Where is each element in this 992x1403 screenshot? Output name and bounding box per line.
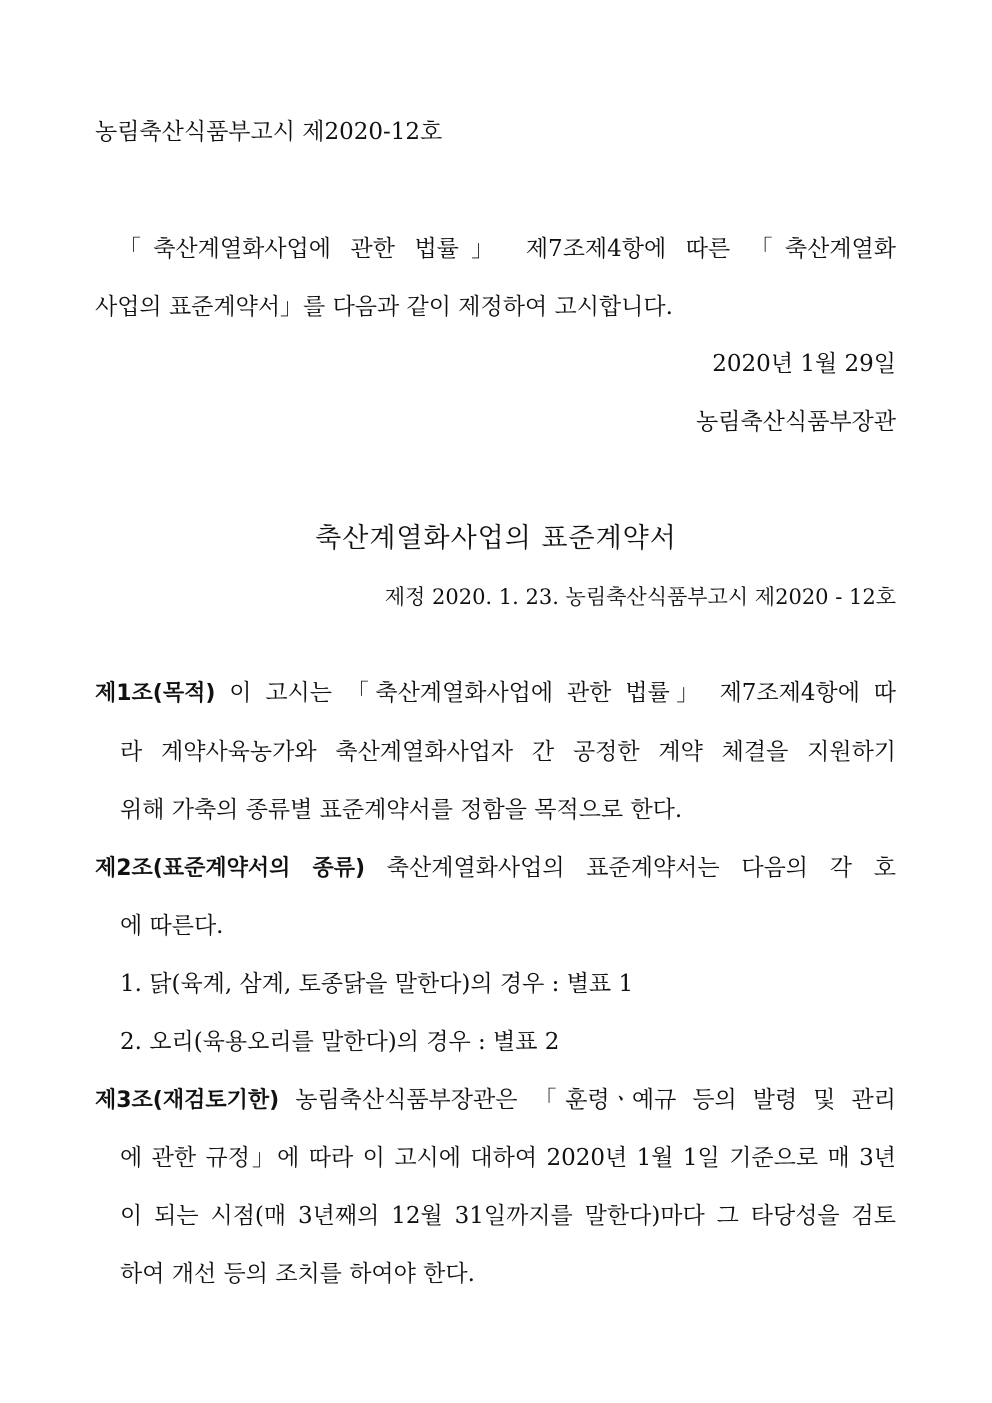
article-2-text: 축산계열화사업의 표준계약서는 다음의 각 호 [365, 855, 896, 881]
article-3 [95, 1085, 896, 1116]
article-3-text: 농림축산식품부장관은 「훈령ㆍ예규 등의 발령 및 관리 [279, 1087, 896, 1113]
minister-signature: 농림축산식품부장관 [696, 409, 896, 435]
article-1-text: 이 고시는 「축산계열화사업에 관한 법률」 제7조제4항에 따 [215, 680, 896, 706]
article-3-continuation: 하여 개선 등의 조치를 하여야 한다. [120, 1261, 475, 1287]
article-1 [95, 678, 896, 709]
article-2-item: 2. 오리(육용오리를 말한다)의 경우 : 별표 2 [120, 1029, 560, 1055]
article-3-continuation: 에 관한 규정」에 따라 이 고시에 대하여 2020년 1월 1일 기준으로 매 3년 [120, 1145, 896, 1171]
article-2 [95, 853, 896, 884]
document-title: 축산계열화사업의 표준계약서 [315, 523, 677, 554]
intro-line-1: 「축산계열화사업에 관한 법률」 제7조제4항에 따른 「축산계열화 [118, 236, 896, 262]
notice-number: 농림축산식품부고시 제2020-12호 [95, 119, 443, 145]
article-2-item: 1. 닭(육계, 삼계, 토종닭을 말한다)의 경우 : 별표 1 [120, 971, 634, 997]
article-3-continuation: 이 되는 시점(매 3년째의 12월 31일까지를 말한다)마다 그 타당성을 검토 [120, 1203, 896, 1229]
article-2-continuation: 에 따른다. [120, 913, 224, 939]
article-1-heading: 제1조(목적) [95, 681, 216, 706]
article-1-continuation: 위해 가축의 종류별 표준계약서를 정함을 목적으로 한다. [120, 797, 683, 823]
intro-line-2: 사업의 표준계약서」를 다음과 같이 제정하여 고시합니다. [95, 294, 673, 320]
article-3-heading: 제3조(재검토기한) [95, 1088, 280, 1113]
enactment-info: 제정 2020. 1. 23. 농림축산식품부고시 제2020 - 12호 [384, 585, 896, 609]
article-2-heading: 제2조(표준계약서의 종류) [95, 856, 366, 881]
notice-date: 2020년 1월 29일 [712, 351, 896, 377]
article-1-continuation: 라 계약사육농가와 축산계열화사업자 간 공정한 계약 체결을 지원하기 [120, 739, 896, 765]
